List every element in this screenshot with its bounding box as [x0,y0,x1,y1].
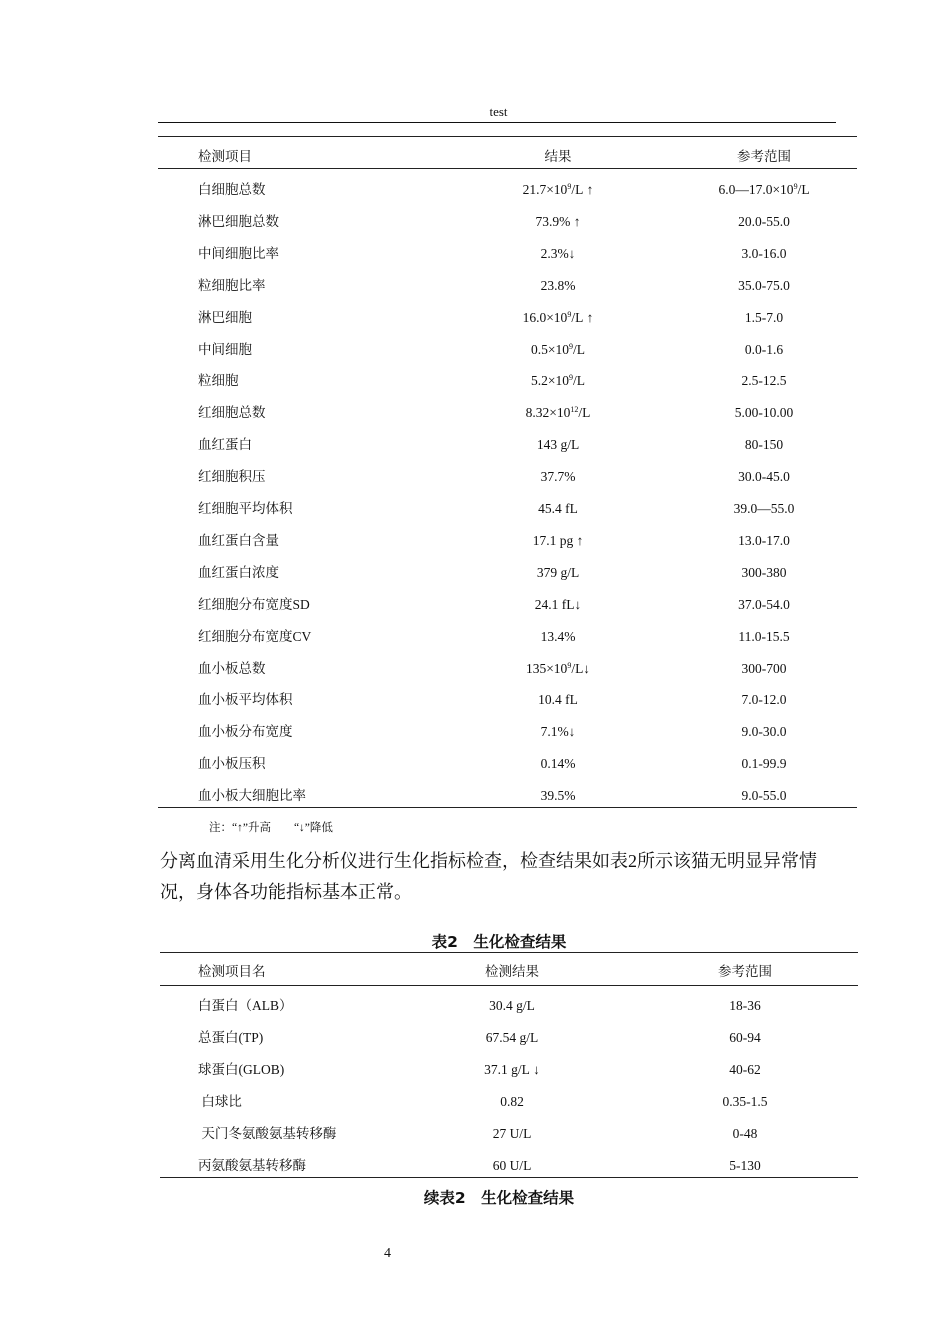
table-2-cell-item: 丙氨酸氨基转移酶 [198,1158,306,1173]
table-2-cell-item: 白蛋白（ALB） [198,998,293,1013]
table-1-cell-result: 10.4 fL [538,692,578,708]
table-2-cell-range: 18-36 [729,998,761,1013]
table-1-cell-result: 37.7% [540,469,576,485]
table-1-cell-result: $5.2\times 10^9/L$ [531,373,585,389]
table-1-cell-item: 中间细胞 [198,341,252,357]
table-2-cell-range: 60-94 [729,1030,761,1045]
table-1-cell-item: 血红蛋白浓度 [198,564,279,580]
table-2-cell-item: 总蛋白(TP) [198,1030,264,1045]
table-1-cell-item: 血红蛋白含量 [198,532,279,548]
table-1-cell-range: 2.5-12.5 [741,373,787,389]
table-2-cell-range: 0.35-1.5 [722,1094,768,1109]
table-2-cell-result: 30.4 g/L [489,998,535,1013]
table-2-cell-result: 0.82 [500,1094,524,1109]
table-1-cell-result: $0.5\times 10^9/L$ [531,341,585,357]
table-1-cell-range: 0.0-1.6 [744,341,784,357]
table-2-header-result: 检测结果 [485,964,539,979]
table-1-cell-item: 红细胞总数 [198,405,266,421]
page-header: test [489,104,508,119]
table-1-cell-range: 11.0-15.5 [738,628,790,644]
table-1-cell-result: 0.14% [540,756,576,772]
body-paragraph: 分离血清采用生化分析仪进行生化指标检查，检查结果如表2所示该猫无明显异常情况，身体各功能指标基本正常。 [160,851,817,902]
table-1-cell-range: 300-700 [741,660,787,676]
table-1-cell-item: 白细胞总数 [198,182,266,197]
table-1-cell-range: 37.0-54.0 [738,596,790,612]
table-1-header-range: 参考范围 [737,149,791,164]
table-1-cell-result: $21.7\times 10^9/L$ ↑ [522,182,594,197]
table-1-cell-item: 红细胞分布宽度CV [198,628,312,644]
table-1-cell-range: 1.5-7.0 [744,309,784,325]
table-1-cell-item: 红细胞积压 [198,469,266,485]
table-1-cell-range: 13.0-17.0 [738,532,790,548]
table-1-cell-item: 粒细胞比率 [198,277,266,293]
table-1-cell-result: 379 g/L [536,564,580,580]
table-1-cell-range: 300-380 [741,564,787,580]
table-1-cell-result: 45.4 fL [538,501,578,516]
table-1-cell-result: 73.9% ↑ [535,213,581,229]
table-1-cell-item: 血小板总数 [198,660,266,676]
table-2-cell-range: 40-62 [729,1062,761,1077]
table-1-cell-range: 39.0—55.0 [733,501,795,516]
table-1-cell-item: 血小板分布宽度 [198,724,293,740]
table-1-cell-range: 80-150 [744,437,784,453]
table-1-cell-item: 血红蛋白 [198,437,252,453]
table-1-cell-range: 5.00-10.00 [734,405,794,421]
page-number: 4 [384,1246,391,1261]
table-1-cell-range: 9.0-30.0 [741,724,787,740]
table-1-header-rule [158,168,857,169]
table-2-top-rule [160,952,858,953]
table-1-cell-result: 13.4% [540,628,576,644]
table-1-cell-result: 2.3%↓ [540,245,576,261]
table-2-header-rule [160,985,858,986]
table-2-cell-item: 球蛋白(GLOB) [198,1062,285,1077]
table-1-cell-item: 红细胞平均体积 [198,501,293,516]
table-2-cell-range: 5-130 [729,1158,761,1173]
table-1-cell-item: 淋巴细胞总数 [198,213,279,229]
table-1-cell-item: 淋巴细胞 [198,309,252,325]
table-1-cell-item: 血小板压积 [198,756,266,772]
table-1-cell-item: 血小板大细胞比率 [198,788,306,804]
table-1-cell-range: 3.0-16.0 [741,245,787,261]
table-2-cell-result: 37.1 g/L ↓ [484,1062,540,1077]
table-2-cell-result: 67.54 g/L [485,1030,539,1045]
table-1-header-item: 检测项目 [198,149,252,164]
table-1-cell-range: 9.0-55.0 [741,788,787,804]
table-2-header-range: 参考范围 [718,964,772,979]
table-1-note: 注：“↑”升高 “↓”降低 [209,822,333,834]
table-1-cell-item: 粒细胞 [198,373,239,389]
table-1-cell-range: 20.0-55.0 [738,213,790,229]
table-1-cell-item: 红细胞分布宽度SD [198,596,310,612]
table-2-cell-range: 0-48 [732,1126,758,1141]
table-2-cell-result: 27 U/L [492,1126,532,1141]
table-1-cell-result: 7.1%↓ [540,724,576,740]
table-2-cell-result: 60 U/L [492,1158,532,1173]
table-1-cell-range: 7.0-12.0 [741,692,787,708]
header-rule [158,122,836,123]
table-2-cell-item: 白球比 [198,1094,242,1109]
table-1-cell-result: $8.32\times 10^{12}/L$ [525,405,591,421]
table-1-cell-range: 35.0-75.0 [738,277,790,293]
table-2-header-item: 检测项目名 [198,964,266,979]
table-2-cell-item: 天门冬氨酸氨基转移酶 [198,1126,337,1141]
table-1-bottom-rule [158,807,857,808]
table-1-cell-result: 24.1 fL↓ [534,596,582,612]
table-1-header-result: 结果 [544,149,572,164]
table-1-cell-item: 中间细胞比率 [198,245,279,261]
table-1-top-rule [158,136,857,137]
table-2-continued-caption: 续表2 生化检查结果 [423,1189,575,1207]
table-1-cell-item: 血小板平均体积 [198,692,293,708]
table-1-cell-result: 39.5% [540,788,576,804]
table-1-cell-result: 143 g/L [536,437,580,453]
table-2-bottom-rule [160,1177,858,1178]
table-2-caption: 表2 生化检查结果 [431,933,567,951]
table-1-cell-range: 30.0-45.0 [738,469,790,485]
table-1-cell-range: 0.1-99.9 [741,756,787,772]
table-1-cell-result: $135\times 10^9/L↓$ [525,660,591,676]
table-1-cell-result: $16.0\times 10^9/L$ ↑ [522,309,594,325]
table-1-cell-result: 17.1 pg ↑ [532,532,584,548]
table-1-cell-range: $6.0—17.0\times 10^9/L$ [718,182,810,197]
table-1-cell-result: 23.8% [540,277,576,293]
